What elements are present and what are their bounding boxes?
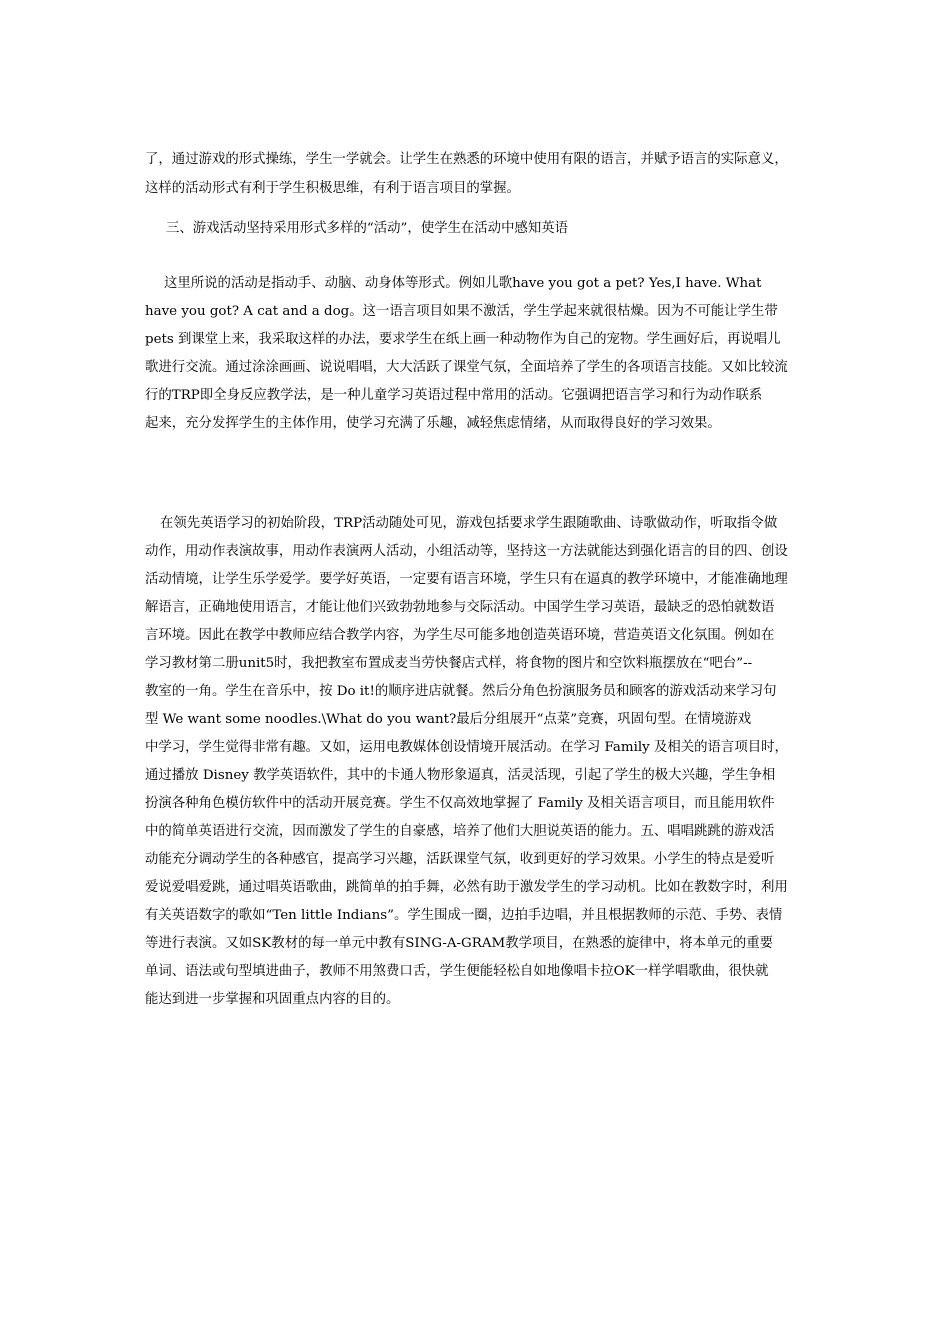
text-line: 通过播放 Disney 教学英语软件，其中的卡通人物形象逼真，活灵活现，引起了学生的极大兴趣，学生争相 <box>145 768 776 783</box>
text-line: 活动情境，让学生乐学爱学。要学好英语，一定要有语言环境，学生只有在逼真的教学环境中，才能准确地理 <box>145 572 788 587</box>
text-line: 学习教材第二册unit5时，我把教室布置成麦当劳快餐店式样，将食物的图片和空饮料瓶摆放在“吧台”-- <box>145 656 753 671</box>
text-line: 这样的活动形式有利于学生积极思维，有利于语言项目的掌握。 <box>145 181 520 196</box>
paragraph-trp-activities <box>145 510 810 1014</box>
paragraph-activities <box>145 270 810 438</box>
heading-text: 三、游戏活动坚持采用形式多样的“活动”，使学生在活动中感知英语 <box>166 221 569 236</box>
text-line: 有关英语数字的歌如“Ten little Indians”。学生围成一圈，边拍手边唱，并且根据教师的示范、手势、表情 <box>145 908 783 923</box>
text-line: 起来，充分发挥学生的主体作用，使学习充满了乐趣，减轻焦虑情绪，从而取得良好的学习效果。 <box>145 416 721 431</box>
text-line: 动能充分调动学生的各种感官，提高学习兴趣，活跃课堂气氛，收到更好的学习效果。小学生的特点是爱听 <box>145 852 775 867</box>
text-line: 能达到进一步掌握和巩固重点内容的目的。 <box>145 992 400 1007</box>
text-line: 动作，用动作表演故事，用动作表演两人活动，小组活动等，坚持这一方法就能达到强化语言的目的四、创设 <box>145 544 788 559</box>
text-line: have you got? A cat and a dog。这一语言项目如果不激活，学生学起来就很枯燥。因为不可能让学生带 <box>145 304 778 319</box>
text-line: pets 到课堂上来，我采取这样的办法，要求学生在纸上画一种动物作为自己的宠物。学生画好后，再说唱儿 <box>145 332 781 347</box>
text-line: 爱说爱唱爱跳，通过唱英语歌曲，跳简单的拍手舞，必然有助于激发学生的学习动机。比如在教数字时，利用 <box>145 880 788 895</box>
paragraph-continuation <box>145 145 810 203</box>
text-line: 这里所说的活动是指动手、动脑、动身体等形式。例如儿歌have you got a pet? Yes,I have. What <box>164 276 762 291</box>
text-line: 型 We want some noodles.\What do you want?最后分组展开“点菜”竞赛，巩固句型。在情境游戏 <box>145 712 752 727</box>
text-line: 了，通过游戏的形式操练，学生一学就会。让学生在熟悉的环境中使用有限的语言，并赋予语言的实际意义， <box>145 152 788 167</box>
text-line: 在领先英语学习的初始阶段，TRP活动随处可见，游戏包括要求学生跟随歌曲、诗歌做动作，听取指令做 <box>160 516 778 531</box>
text-line: 教室的一角。学生在音乐中，按 Do it!的顺序进店就餐。然后分角色扮演服务员和顾客的游戏活动来学习句 <box>145 684 777 699</box>
text-line: 中学习，学生觉得非常有趣。又如，运用电教媒体创设情境开展活动。在学习 Family 及相关的语言项目时， <box>145 740 788 755</box>
text-line: 等进行表演。又如SK教材的每一单元中教有SING-A-GRAM教学项目，在熟悉的旋律中，将本单元的重要 <box>145 936 774 951</box>
text-line: 解语言，正确地使用语言，才能让他们兴致勃勃地参与交际活动。中国学生学习英语，最缺乏的恐怕就数语 <box>145 600 775 615</box>
section-heading <box>145 215 831 243</box>
text-line: 言环境。因此在教学中教师应结合教学内容，为学生尽可能多地创造英语环境，营造英语文化氛围。例如在 <box>145 628 775 643</box>
text-line: 扮演各种角色模仿软件中的活动开展竞赛。学生不仅高效地掌握了 Family 及相关语言项目，而且能用软件 <box>145 796 775 811</box>
text-line: 中的简单英语进行交流，因而激发了学生的自豪感，培养了他们大胆说英语的能力。五、唱唱跳跳的游戏活 <box>145 824 775 839</box>
text-line: 单词、语法或句型填进曲子，教师不用煞费口舌，学生便能轻松自如地像唱卡拉OK一样学唱歌曲，很快就 <box>145 964 769 979</box>
text-line: 歌进行交流。通过涂涂画画、说说唱唱，大大活跃了课堂气氛，全面培养了学生的各项语言技能。又如比较流 <box>145 360 788 375</box>
text-line: 行的TRP即全身反应教学法，是一种儿童学习英语过程中常用的活动。它强调把语言学习和行为动作联系 <box>145 388 763 403</box>
